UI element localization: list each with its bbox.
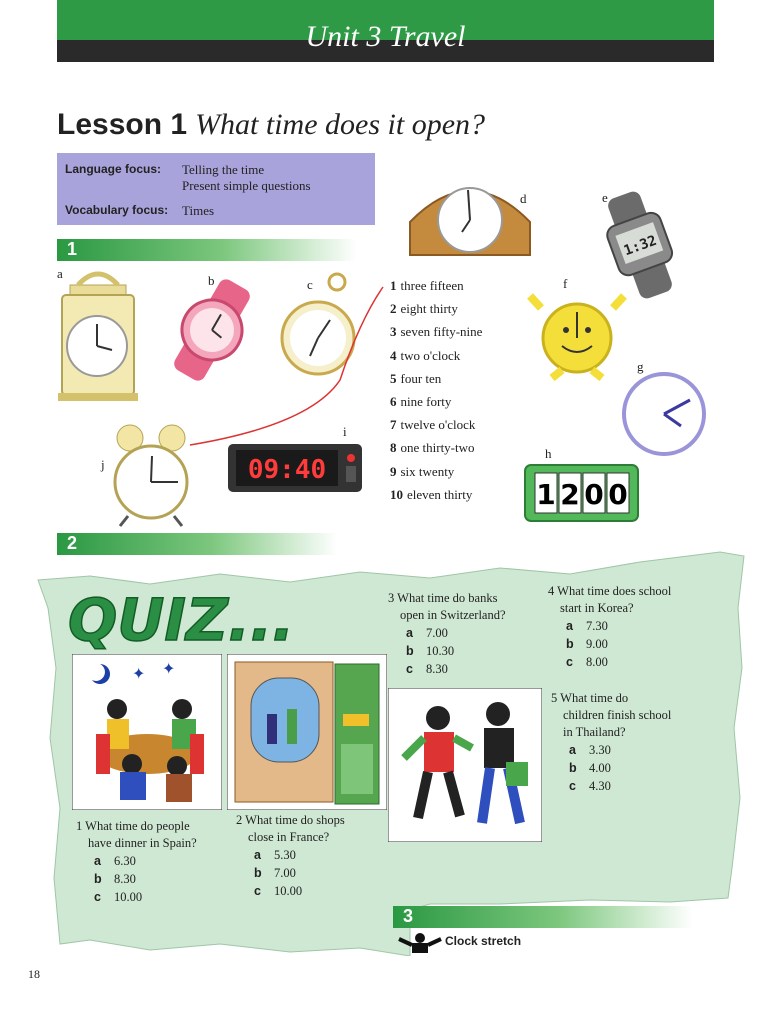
clock-letter-h: h: [545, 446, 552, 461]
section-3-bar: [393, 906, 693, 928]
quiz-option: c 4.30: [569, 779, 611, 793]
language-focus-label: Language focus:: [65, 162, 162, 176]
quiz-option: a 7.00: [406, 626, 448, 640]
clock-letter-c: c: [307, 277, 313, 292]
flip-clock-h-icon: [525, 465, 638, 521]
quiz-option: a 3.30: [569, 743, 611, 757]
lesson-label: Lesson 1: [57, 108, 188, 141]
section-3-number: 3: [403, 906, 414, 926]
clock-stretch-label: Clock stretch: [445, 934, 522, 948]
shop-illustration: [227, 654, 387, 810]
lesson-title: What time does it open?: [195, 108, 486, 141]
svg-text:2: 2: [560, 478, 580, 511]
quiz-question-5: 5 What time do children finish school in Thailand? a 3.30 b 4.00 c 4.30: [551, 691, 672, 793]
lesson-heading: [57, 108, 485, 142]
pocket-watch-c-icon: [282, 274, 354, 374]
clock-letter-g: g: [637, 359, 644, 374]
quiz-question-2: 2 What time do shops close in France? a 5.30 b 7.00 c 10.00: [236, 813, 345, 898]
language-focus-value-1: Telling the time: [182, 162, 265, 177]
clock-letter-d: d: [520, 191, 527, 206]
digital-clock-i-icon: [228, 444, 362, 492]
quiz-option: c 10.00: [254, 884, 303, 898]
svg-text:09:40: 09:40: [247, 455, 327, 485]
time-item: 5 four ten: [390, 370, 442, 386]
quiz-question-1: 1 What time do people have dinner in Spain? a 6.30 b 8.30 c 10.00: [76, 819, 197, 904]
time-item: 6 nine forty: [390, 393, 452, 409]
star-icon: ✦: [162, 661, 176, 678]
clock-letter-f: f: [563, 276, 568, 291]
quiz-option: b 7.00: [254, 866, 296, 880]
quiz-title-graphic: [66, 582, 386, 652]
time-item: 2 eight thirty: [390, 301, 458, 317]
unit-title: Unit 3 Travel: [305, 20, 466, 53]
carriage-clock-a-icon: [58, 274, 138, 401]
dinner-illustration: [72, 654, 222, 810]
svg-text:0: 0: [584, 478, 604, 511]
svg-text:0: 0: [608, 478, 628, 511]
time-item: 4 two o'clock: [390, 347, 461, 363]
svg-text:1:32: 1:32: [621, 232, 659, 260]
section-1-number: 1: [67, 239, 78, 259]
star-icon: ✦: [132, 666, 146, 683]
quiz-title: QUIZ...: [68, 586, 295, 652]
time-item: 3 seven fifty-nine: [390, 324, 483, 340]
clock-letter-e: e: [602, 190, 608, 205]
clock-letter-j: j: [101, 457, 105, 472]
vocab-focus-value: Times: [182, 203, 215, 218]
quiz-option: a 5.30: [254, 848, 296, 862]
vocab-focus-label: Vocabulary focus:: [65, 203, 169, 217]
time-item: 1 three fifteen: [390, 278, 464, 293]
time-item: 10 eleven thirty: [390, 486, 473, 502]
quiz-option: b 8.30: [94, 872, 136, 886]
times-list: [390, 278, 482, 510]
quiz-option: a 6.30: [94, 854, 136, 868]
quiz-option: c 8.00: [566, 655, 608, 669]
quiz-option: a 7.30: [566, 619, 608, 633]
section-2-number: 2: [67, 533, 78, 553]
clocks-illustration: [0, 160, 768, 530]
quiz-option: c 10.00: [94, 890, 143, 904]
clock-letter-a: a: [57, 266, 63, 281]
time-item: 8 one thirty-two: [390, 440, 475, 456]
mantel-clock-d-icon: [410, 188, 530, 255]
quiz-option: c 8.30: [406, 662, 448, 676]
quiz-question-4: 4 What time does school start in Korea? a 7.30 b 9.00 c 8.00: [548, 584, 672, 669]
clock-letter-i: i: [343, 424, 347, 439]
quiz-option: b 4.00: [569, 761, 611, 775]
quiz-question-3: 3 What time do banks open in Switzerland? a 7.00 b 10.30 c 8.30: [388, 591, 506, 676]
stretching-person-icon: [397, 931, 443, 955]
quiz-option: b 9.00: [566, 637, 608, 651]
time-item: 9 six twenty: [390, 463, 455, 479]
wall-clock-g-icon: [624, 374, 704, 454]
people-walking-illustration: [388, 688, 542, 842]
page-number: 18: [28, 967, 40, 981]
smiley-clock-f-icon: [530, 296, 624, 378]
digital-watch-e-icon: [596, 186, 685, 305]
quiz-option: b 10.30: [406, 644, 455, 658]
time-item: 7 twelve o'clock: [390, 417, 476, 433]
svg-text:1: 1: [536, 478, 556, 511]
alarm-clock-j-icon: [115, 425, 187, 526]
language-focus-value-2: Present simple questions: [182, 178, 311, 193]
clock-letter-b: b: [208, 273, 215, 288]
